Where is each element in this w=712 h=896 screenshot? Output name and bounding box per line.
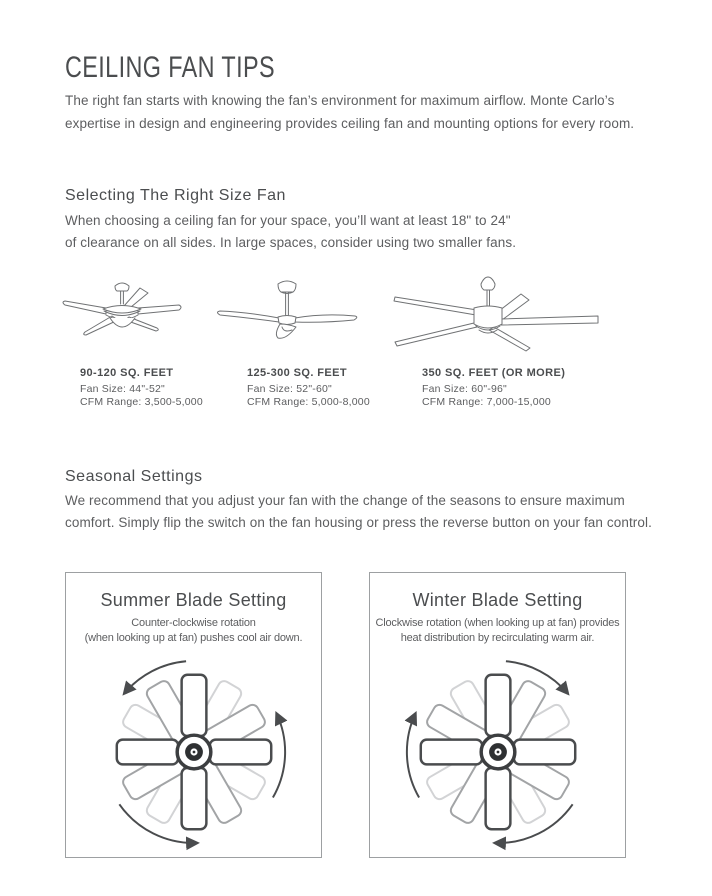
sizing-line: When choosing a ceiling fan for your space, you’ll want at least 18" to 24" — [65, 213, 511, 228]
small-room-ceiling-fan-icon — [58, 277, 188, 368]
spec-fan-size: Fan Size: 44"-52" — [80, 383, 165, 395]
intro-line: The right fan starts with knowing the fan’s environment for maximum airflow. Monte Carlo’s — [65, 93, 615, 108]
seasonal-section-heading: Seasonal Settings — [65, 468, 203, 485]
sizing-section-heading: Selecting The Right Size Fan — [65, 187, 286, 204]
seasonal-line: comfort. Simply flip the switch on the fan housing or press the reverse button on your fan control. — [65, 514, 652, 530]
spec-area-label: 350 SQ. FEET (OR MORE) — [422, 367, 566, 379]
fan-line-art — [58, 277, 188, 363]
sizing-line: of clearance on all sides. In large spaces, consider using two smaller fans. — [65, 234, 517, 250]
fan-line-art — [381, 272, 606, 367]
counter-clockwise-fan-rotation-diagram — [95, 653, 293, 851]
spec-cfm-range: CFM Range: 7,000-15,000 — [422, 396, 551, 408]
summer-card-heading: Summer Blade Setting — [100, 590, 287, 610]
winter-card-line: Clockwise rotation (when looking up at fan) provides — [375, 617, 620, 629]
intro-line: expertise in design and engineering provides ceiling fan and mounting options for every room. — [65, 116, 635, 131]
medium-room-ceiling-fan-icon — [212, 277, 362, 367]
seasonal-paragraph — [65, 490, 652, 533]
summer-card-line: Counter-clockwise rotation — [131, 617, 256, 629]
fan-spec-medium-room — [247, 367, 370, 409]
page-title: CEILING FAN TIPS — [65, 51, 275, 84]
summer-card-line: (when looking up at fan) pushes cool air down. — [84, 631, 303, 644]
clockwise-fan-rotation-diagram — [399, 653, 597, 851]
sizing-paragraph — [65, 210, 516, 253]
spec-fan-size: Fan Size: 52"-60" — [247, 383, 332, 395]
spec-area-label: 90-120 SQ. FEET — [80, 367, 174, 379]
spec-fan-size: Fan Size: 60"-96" — [422, 383, 507, 395]
fan-spec-large-room — [422, 367, 565, 409]
seasonal-line: We recommend that you adjust your fan with the change of the seasons to ensure maximum — [65, 493, 625, 508]
spec-cfm-range: CFM Range: 3,500-5,000 — [80, 396, 203, 408]
intro-paragraph — [65, 89, 634, 135]
spec-cfm-range: CFM Range: 5,000-8,000 — [247, 396, 370, 408]
summer-blade-setting-card — [65, 572, 322, 858]
winter-card-line: heat distribution by recirculating warm air. — [400, 631, 595, 644]
winter-blade-setting-card — [369, 572, 626, 858]
fan-spec-small-room — [80, 367, 203, 409]
large-room-ceiling-fan-icon — [381, 272, 606, 372]
fan-line-art — [212, 277, 362, 362]
spec-area-label: 125-300 SQ. FEET — [247, 367, 347, 379]
winter-card-heading: Winter Blade Setting — [412, 590, 583, 610]
